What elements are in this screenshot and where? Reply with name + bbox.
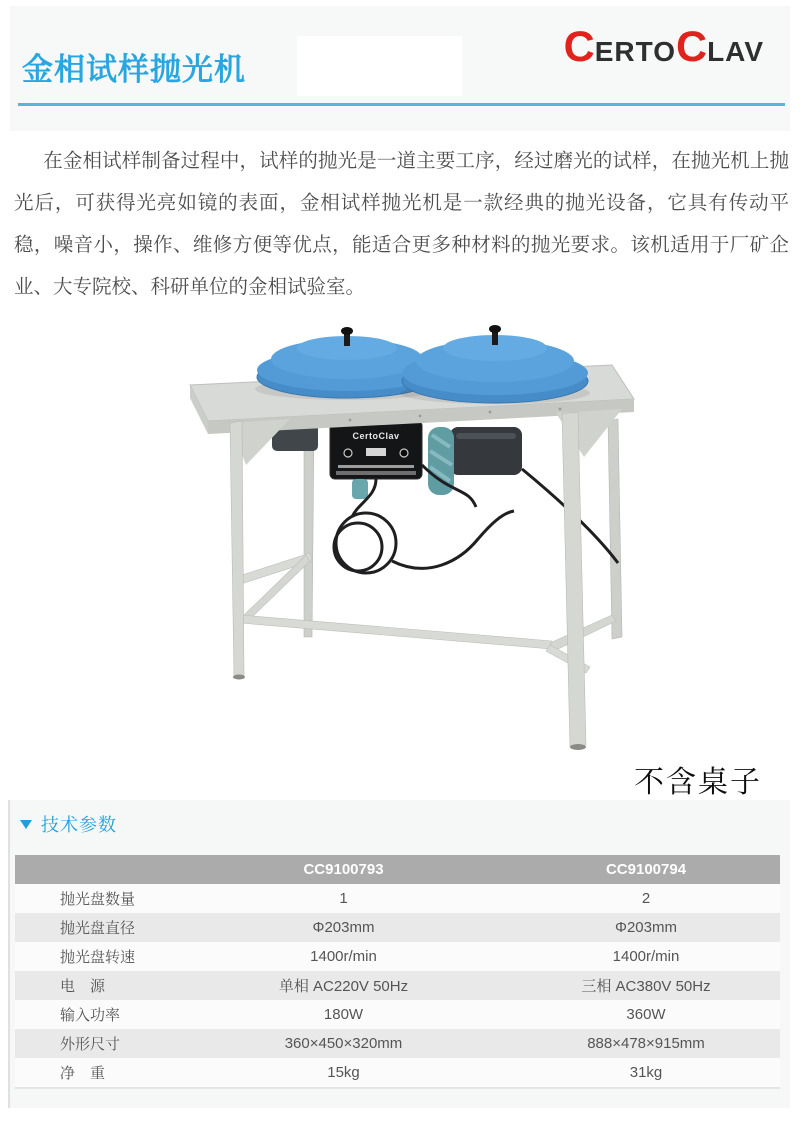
spec-label: 抛光盘直径	[60, 920, 136, 937]
page-title: 金相试样抛光机	[22, 52, 246, 87]
spec-value: 2	[641, 890, 651, 907]
logo-letters: LAV	[707, 36, 764, 67]
spec-value: 1400r/min	[310, 948, 377, 965]
spec-value: 360W	[626, 1006, 666, 1023]
spec-value: 360×450×320mm	[284, 1035, 403, 1052]
spec-row	[15, 1029, 780, 1058]
control-knob	[400, 449, 408, 457]
spec-row	[15, 1000, 780, 1029]
spec-col-model-2: CC9100794	[512, 855, 780, 884]
spec-value: Φ203mm	[312, 919, 375, 936]
spec-label: 抛光盘数量	[60, 891, 136, 908]
page-header	[10, 6, 790, 131]
spec-label: 输入功率	[60, 1007, 121, 1024]
spec-row	[15, 884, 780, 913]
triangle-down-icon	[20, 820, 32, 829]
control-knob	[344, 449, 352, 457]
spec-value: 31kg	[629, 1064, 663, 1081]
header-divider	[18, 103, 785, 106]
spec-value: 1400r/min	[612, 948, 680, 965]
spec-value: 15kg	[327, 1064, 360, 1081]
specs-section-toggle[interactable]	[20, 811, 117, 837]
spec-value: 180W	[323, 1006, 364, 1023]
spec-value: 888×478×915mm	[587, 1035, 705, 1052]
header-blank-box	[297, 36, 462, 96]
polishing-disc-right	[400, 325, 590, 404]
spec-value: Φ203mm	[615, 919, 677, 936]
spec-row	[15, 971, 780, 1000]
product-photo	[160, 315, 650, 765]
certoclav-logo	[563, 23, 764, 71]
specs-section-title: 技术参数	[41, 815, 117, 835]
spec-col-empty	[15, 855, 175, 884]
product-description: 在金相试样制备过程中，试样的抛光是一道主要工序，经过磨光的试样，在抛光机上抛光后，可获得光亮如镜的表面，金相试样抛光机是一款经典的抛光设备，它具有传动平稳，噪音小，操作、维修方便等优点，能适合更多种材料的抛光要求。该机适用于厂矿企业、大专院校、科研单位的金相试验室。	[14, 150, 789, 298]
spec-row	[15, 913, 780, 942]
specs-section	[8, 800, 790, 1108]
control-panel-label: CertoClav	[352, 431, 400, 441]
spec-label: 外形尺寸	[60, 1036, 121, 1053]
spec-value: 单相 AC220V 50Hz	[278, 978, 409, 995]
spec-label: 净 重	[60, 1065, 106, 1082]
spec-row	[15, 1058, 780, 1088]
spec-value: 三相 AC380V 50Hz	[581, 978, 711, 995]
spec-label: 抛光盘转速	[60, 949, 136, 966]
logo-letter: C	[563, 23, 595, 71]
logo-letters: ERTO	[594, 36, 677, 67]
image-note: 不含桌子	[634, 766, 762, 799]
spec-value: 1	[339, 890, 348, 907]
spec-label: 电 源	[60, 978, 106, 995]
spec-row	[15, 942, 780, 971]
spec-col-model-1: CC9100793	[175, 855, 512, 884]
spec-table	[15, 855, 780, 1089]
logo-letter: C	[676, 23, 708, 71]
spec-table-header-row	[15, 855, 780, 884]
table-braces	[236, 553, 616, 673]
